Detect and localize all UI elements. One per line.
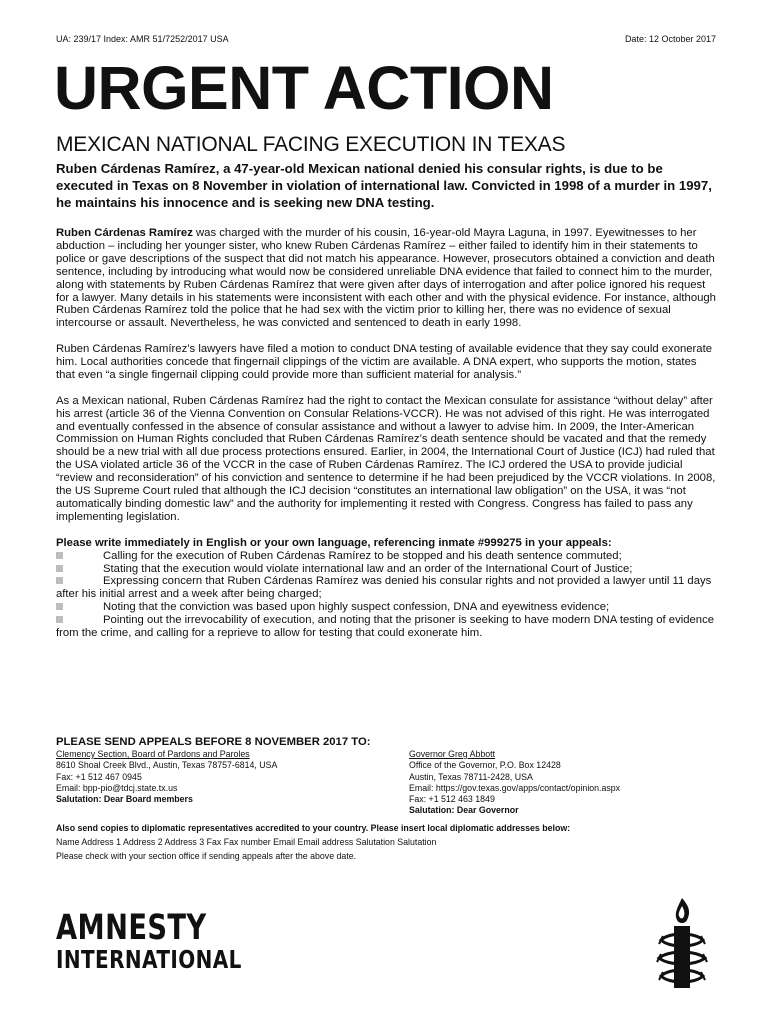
governor-fax: Fax: +1 512 463 1849: [409, 794, 495, 805]
address-board: [56, 749, 396, 805]
requests-section: [56, 537, 716, 640]
request-item: Calling for the execution of Ruben Cárdenas Ramírez to be stopped and his death sentence commuted;: [56, 550, 716, 563]
paragraph-1-text: was charged with the murder of his cousin, 16-year-old Mayra Laguna, in 1997. Eyewitnesses to her abduction – including her younger sister, who knew Ruben Cárdenas Ramírez – either failed to identify him in their statements to police or gave descriptions of the suspect that did not match his appearance. However, prosecutors obtained a conviction and death sentence, including by introducing what would now be considered unreliable DNA evidence that failed to connect him to the murder, along with statements by Ruben Cárdenas Ramírez that were given after days of interrogation and after police ignored his request for a lawyer. Many details in his statements were inconsistent with each other and with the physical evidence. For instance, although Ruben Cárdenas Ramírez told the police that he had sex with the victim prior to killing her, there was no evidence of sexual intercourse or assault. Nevertheless, he was convicted and sentenced to death in early 1998.: [56, 227, 716, 330]
copies-fields: Name Address 1 Address 2 Address 3 Fax Fax number Email Email address Salutation Salutation: [56, 837, 437, 847]
bullet-square-icon: [56, 603, 63, 610]
copies-heading: Also send copies to diplomatic representatives accredited to your country. Please insert local diplomatic addresses below:: [56, 823, 571, 833]
candle-barbed-wire-icon: [649, 896, 715, 992]
board-name: Clemency Section, Board of Pardons and Paroles: [56, 749, 250, 759]
request-item: Expressing concern that Ruben Cárdenas Ramírez was denied his consular rights and not provided a lawyer until 11 days after his initial arrest and a week after being charged;: [56, 575, 712, 601]
logo-line-2: INTERNATIONAL: [56, 945, 242, 974]
copies-note: Please check with your section office if sending appeals after the above date.: [56, 851, 357, 861]
governor-name: Governor Greg Abbott: [409, 749, 496, 759]
request-item: Stating that the execution would violate international law and an order of the International Court of Justice;: [56, 563, 716, 576]
lead-summary: Ruben Cárdenas Ramírez, a 47-year-old Mexican national denied his consular rights, is due to be executed in Texas on 8 November in violation of international law. Convicted in 1998 of a murder in 1997, he maintains his innocence and is seeking new DNA testing.: [56, 161, 712, 210]
address-governor: [409, 749, 729, 817]
governor-salutation: Salutation: Dear Governor: [409, 805, 519, 816]
bullet-square-icon: [56, 552, 63, 559]
bullet-square-icon: [56, 577, 63, 584]
board-address: 8610 Shoal Creek Blvd., Austin, Texas 78757-6814, USA: [56, 760, 278, 771]
logo-line-1: AMNESTY: [56, 908, 207, 948]
governor-email: Email: https://gov.texas.gov/apps/contact/opinion.aspx: [409, 782, 621, 793]
paragraph-1-name: Ruben Cárdenas Ramírez: [56, 227, 193, 239]
board-email: Email: bpp-pio@tdcj.state.tx.us: [56, 782, 178, 793]
bullet-square-icon: [56, 616, 63, 623]
ua-index: UA: 239/17 Index: AMR 51/7252/2017 USA: [56, 34, 229, 44]
issue-date: Date: 12 October 2017: [624, 34, 716, 44]
paragraph-3: As a Mexican national, Ruben Cárdenas Ramírez had the right to contact the Mexican consulate for assistance “without delay” after his arrest (article 36 of the Vienna Convention on Consular Relations-VCCR). He was not advised of this right. He was interrogated and eventually confessed in the absence of consular assistance and without a lawyer to advise him. In 2009, the Inter-American Commission on Human Rights concluded that Ruben Cárdenas Ramírez’s death sentence should be vacated and that the remedy should be a new trial with all due process protections ensured. Earlier, in 2004, the International Court of Justice (ICJ) had ruled that the USA violated article 36 of the VCCR in the case of Ruben Cárdenas Ramírez. The ICJ ordered the USA to provide judicial “review and reconsideration” of his conviction and sentence to determine if he had been prejudiced by the VCCR violations. In 2008, the US Supreme Court ruled that although the ICJ decision “constitutes an international law obligation” on the USA, it was “not automatically binding domestic law” and the authority for implementing it rested with Congress. Congress has failed to pass any implementing legislation.: [56, 394, 716, 523]
body-text: [56, 227, 716, 640]
board-salutation: Salutation: Dear Board members: [56, 794, 193, 805]
amnesty-logo: [56, 910, 288, 973]
page-subtitle: MEXICAN NATIONAL FACING EXECUTION IN TEXAS: [56, 133, 566, 156]
request-item: Noting that the conviction was based upon highly suspect confession, DNA and eyewitness evidence;: [56, 601, 716, 614]
governor-office: Office of the Governor, P.O. Box 12428: [409, 760, 561, 771]
copies-section: [56, 821, 716, 863]
governor-city: Austin, Texas 78711-2428, USA: [409, 771, 533, 782]
board-fax: Fax: +1 512 467 0945: [56, 771, 142, 782]
page-title: URGENT ACTION: [54, 54, 554, 122]
paragraph-1: [56, 227, 716, 330]
bullet-square-icon: [56, 565, 63, 572]
send-appeals-heading: PLEASE SEND APPEALS BEFORE 8 NOVEMBER 2017 TO:: [56, 736, 371, 748]
request-item: Pointing out the irrevocability of execution, and noting that the prisoner is seeking to have modern DNA testing of evidence from the crime, and calling for a reprieve to allow for testing that could exonerate him.: [56, 614, 715, 640]
requests-heading: Please write immediately in English or your own language, referencing inmate #999275 in your appeals:: [56, 536, 612, 549]
paragraph-2: Ruben Cárdenas Ramírez’s lawyers have filed a motion to conduct DNA testing of available evidence that they say could exonerate him. Local authorities concede that fingernail clippings of the victim are available. A DNA expert, who supports the motion, states that even “a single fingernail clipping could provide more than sufficient material for analysis.”: [56, 343, 713, 381]
